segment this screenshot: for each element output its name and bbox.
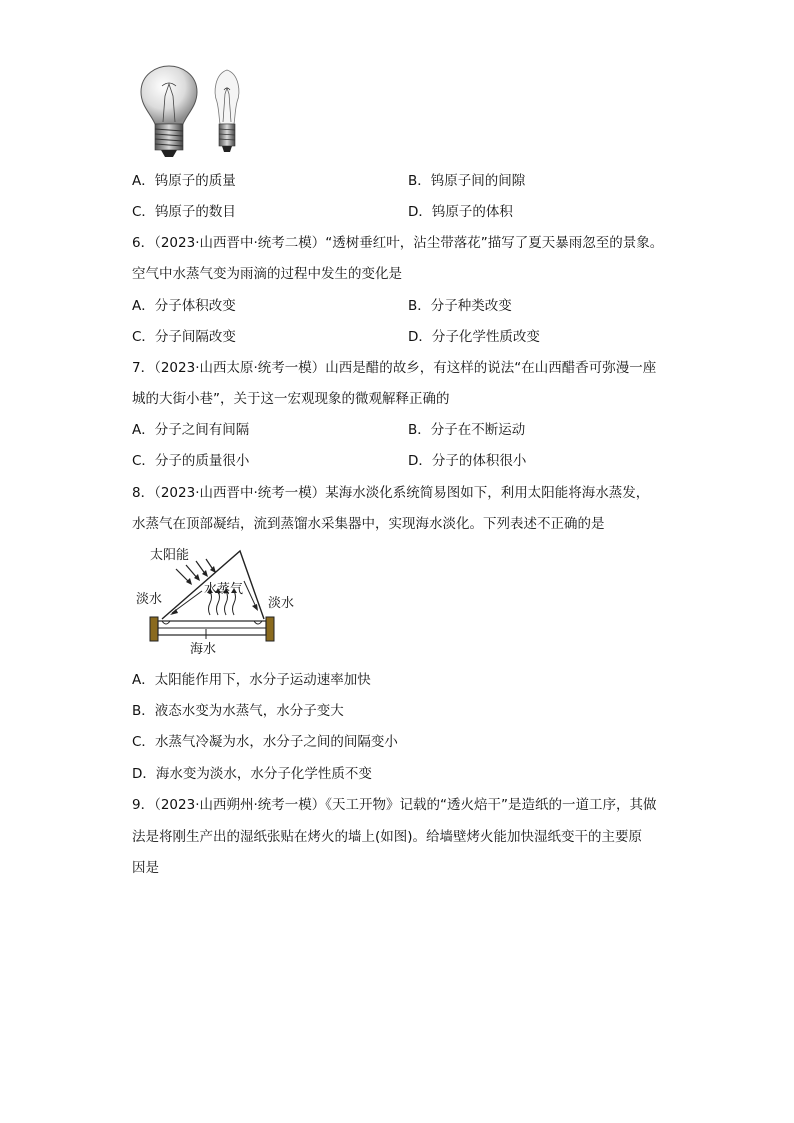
desalination-diagram xyxy=(132,543,312,659)
q7-stem-line-1: 7．（2023·山西太原·统考一模）山西是醋的故乡，有这样的说法“在山西醋香可弥漫一座 xyxy=(132,360,657,376)
q8-stem-line-2: 水蒸气在顶部凝结，流到蒸馏水采集器中，实现海水淡化。下列表述不正确的是 xyxy=(132,516,605,532)
q5-option-b: B．钨原子间的间隙 xyxy=(408,173,526,189)
q8-option-c: C．水蒸气冷凝为水，水分子之间的间隔变小 xyxy=(132,734,398,750)
base-left-post xyxy=(150,617,158,641)
q7-option-d: D．分子的体积很小 xyxy=(408,453,527,469)
q5-option-a: A．钨原子的质量 xyxy=(132,173,236,189)
q9-stem-line-1: 9．（2023·山西朔州·统考一模）《天工开物》记载的“透火焙干”是造纸的一道工序，其做 xyxy=(132,797,657,813)
q5-option-c: C．钨原子的数目 xyxy=(132,204,236,220)
q7-option-c: C．分子的质量很小 xyxy=(132,453,250,469)
q7-stem-line-2: 城的大街小巷”，关于这一宏观现象的微观解释正确的 xyxy=(132,391,450,407)
light-bulbs-figure xyxy=(135,62,255,162)
q6-option-b: B．分子种类改变 xyxy=(408,298,512,314)
q8-option-b: B．液态水变为水蒸气，水分子变大 xyxy=(132,703,344,719)
q8-stem-line-1: 8．（2023·山西晋中·统考一模）某海水淡化系统简易图如下，利用太阳能将海水蒸发， xyxy=(132,485,650,501)
sun-label: 太阳能 xyxy=(150,548,190,563)
q7-option-a: A．分子之间有间隔 xyxy=(132,422,250,438)
q6-option-d: D．分子化学性质改变 xyxy=(408,329,540,345)
q6-option-c: C．分子间隔改变 xyxy=(132,329,236,345)
q6-option-a: A．分子体积改变 xyxy=(132,298,236,314)
q8-option-d: D．海水变为淡水，水分子化学性质不变 xyxy=(132,766,372,782)
small-bulb xyxy=(215,70,239,152)
q7-option-b: B．分子在不断运动 xyxy=(408,422,526,438)
q6-stem-line-2: 空气中水蒸气变为雨滴的过程中发生的变化是 xyxy=(132,266,402,282)
sea-water-label: 海水 xyxy=(190,642,217,657)
q5-option-d: D．钨原子的体积 xyxy=(408,204,513,220)
q9-stem-line-3: 因是 xyxy=(132,860,159,876)
base-right-post xyxy=(266,617,274,641)
fresh-water-right-label: 淡水 xyxy=(268,596,295,611)
large-bulb xyxy=(141,66,197,157)
vapor-label: 水蒸气 xyxy=(204,582,244,597)
q9-stem-line-2: 法是将刚生产出的湿纸张贴在烤火的墙上(如图)。给墙壁烤火能加快湿纸变干的主要原 xyxy=(132,829,643,845)
fresh-water-left-label: 淡水 xyxy=(136,592,163,607)
q6-stem-line-1: 6．（2023·山西晋中·统考二模）“透树垂红叶，沾尘带落花”描写了夏天暴雨忽至的景象。 xyxy=(132,235,664,251)
q8-option-a: A．太阳能作用下，水分子运动速率加快 xyxy=(132,672,371,688)
